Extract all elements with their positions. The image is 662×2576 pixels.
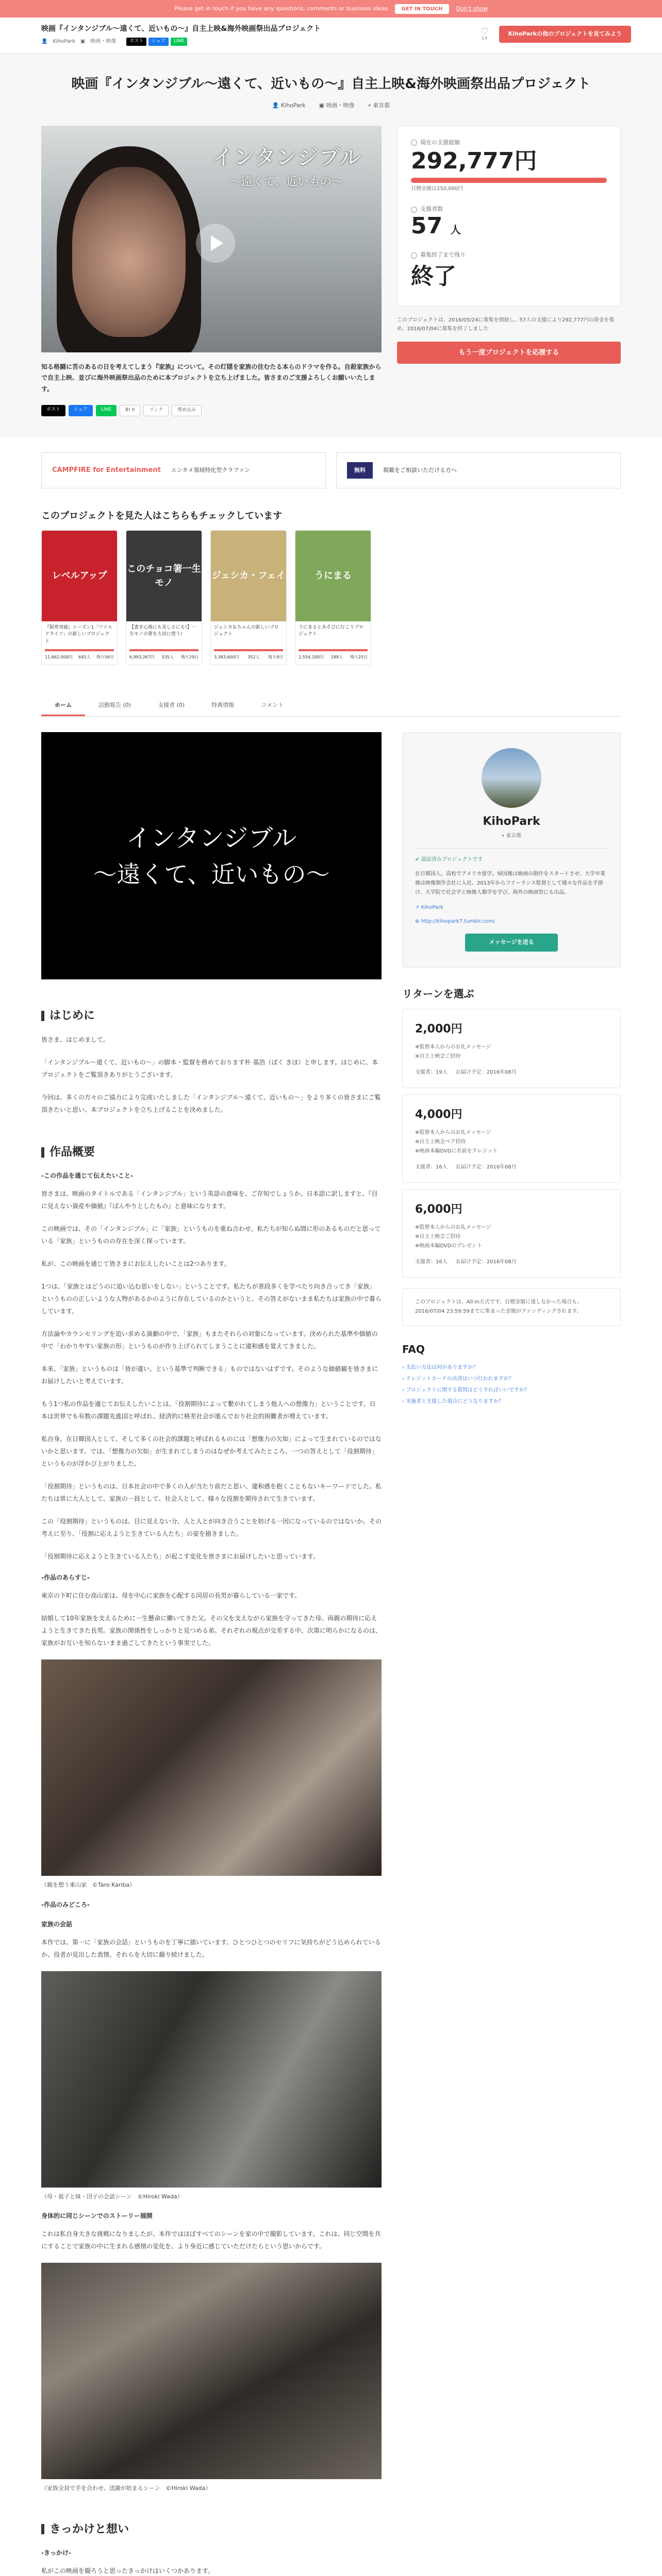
poster-subtitle: 〜遠くて、近いもの〜 bbox=[93, 860, 330, 888]
card-days: 残り29日 bbox=[180, 654, 198, 659]
share-facebook-button[interactable]: シェア bbox=[69, 405, 93, 416]
get-in-touch-button[interactable]: GET IN TOUCH bbox=[395, 4, 449, 14]
card-supporters: 535人 bbox=[161, 654, 174, 659]
paragraph: 本作では、第一に「家族の会話」というものを丁寧に描いています。ひとつひとつのセリフに気持ちがどう込められているか、役者が見出した表情、それらを大切に撮り続けました。 bbox=[41, 1938, 381, 1958]
paragraph: この映画では、その「インタンジブル」に「家族」というものを重ね合わせ、私たちが知らぬ間に形のあるものだと思っている「家族」というものの存在を深く探っています。 bbox=[41, 1225, 381, 1245]
photo-caption: （母・祖子と妹・団子の会話シーン ©Hiroki Wada） bbox=[41, 2193, 183, 2200]
hero-category-link[interactable]: ▣ 映画・映像 bbox=[319, 102, 355, 109]
faq-link[interactable]: › クレジットカードの決済はいつ行われますか？ bbox=[402, 1376, 514, 1382]
paragraph: 私がこの映画を撮ろうと思ったきっかけはいくつかあります。 bbox=[41, 2567, 214, 2574]
globe-icon: ⊕ bbox=[415, 919, 421, 925]
paragraph: 今回は、多くの方々のご協力により完成いたしました「インタンジブル〜遠くて、近いもの〜」をより多くの皆さまにご覧頂きたいと思い、本プロジェクトを立ち上げることを決めました。 bbox=[41, 1094, 381, 1114]
section-heading: はじめに bbox=[41, 1007, 382, 1024]
film-still-photo bbox=[41, 2263, 382, 2479]
card-thumbnail: このチョコ箸一生モノ bbox=[126, 531, 202, 621]
paragraph: 私が、この映画を通じて皆さまにお伝えしたいことは2つあります。 bbox=[41, 1260, 230, 1268]
paragraph: 本来、「家族」というものは「皆が違い、という基準で判断できる」ものではないはずです。そのような価値観を皆さまにお届けしたいと考えています。 bbox=[41, 1365, 378, 1385]
video-title-main: インタンジブル bbox=[211, 144, 361, 170]
link-icon: ↗ bbox=[415, 905, 421, 911]
all-in-note: このプロジェクトは、All-in方式です。目標金額に達しなかった場合も、2016/07/04 23:59:59までに集まった金額がファンディングされます。 bbox=[402, 1288, 621, 1326]
card-progress bbox=[299, 649, 368, 651]
return-delivery: お届け予定：2016年08月 bbox=[455, 1164, 517, 1170]
paragraph: もう1つ私の作品を通じてお伝えしたいことは、「役割期待によって繋がれてしまう他人への想像力」ということです。日本は世界でも有数の課題先進国と呼ばれ、経済的に格差社会が進んでおり社会的困難者が増えています。 bbox=[41, 1400, 376, 1420]
subheading: -作品のみどころ- bbox=[41, 1901, 90, 1908]
paragraph: 東京の下町に住む高山家は、母を中心に家族を心配する同居の長男が暮らしている一家です。 bbox=[41, 1592, 301, 1600]
hatena-bookmark-button[interactable]: B! 0 bbox=[120, 405, 140, 416]
card-progress bbox=[45, 649, 114, 651]
card-supporters: 352人 bbox=[247, 654, 260, 659]
ad-row bbox=[0, 437, 662, 504]
paragraph: 1つは、「家族とはどうのに追い込む思いをしない」ということです。私たちが普段多くを学べたり向き合ってき「家族」というものの正しいような人物があるかのように存在しているのかというと、その答えがないまま私たちは家族の中で暮らしています。 bbox=[41, 1283, 382, 1315]
paragraph: 「役割期待に応えようと生きている人たち」が起こす変化を皆さまにお届けしたいと思っています。 bbox=[41, 1553, 320, 1561]
avatar[interactable] bbox=[482, 748, 541, 808]
people-icon bbox=[411, 207, 417, 213]
return-card[interactable] bbox=[402, 1189, 621, 1278]
card-thumbnail: ジェシカ・フェイ bbox=[211, 531, 286, 621]
return-price: 6,000円 bbox=[415, 1202, 462, 1216]
ended-status: 終了 bbox=[411, 263, 456, 290]
page-title: 映画『インタンジブル〜遠くて、近いもの〜』自主上映&海外映画祭出品プロジェクト bbox=[71, 76, 591, 92]
return-price: 4,000円 bbox=[415, 1108, 462, 1121]
project-video[interactable] bbox=[41, 126, 382, 352]
subheading: -きっかけ- bbox=[41, 2549, 71, 2556]
topbar-share-line-button[interactable]: LINE bbox=[171, 38, 187, 46]
supporters-label: 支援者数 bbox=[420, 206, 443, 213]
return-card[interactable] bbox=[402, 1094, 621, 1183]
paragraph: 結婚して10年家族を支えるために一生懸命に働いてきた父。その父を支えながら家族を守ってきた母。両親の期待に応えようと生きてきた長男。家族の関係性をしっかりと見つめる弟。それぞれの視点が交差する中、次第に明らかになるのは、家族がお互いを知らないまま過ごしてきたという事実でした。 bbox=[41, 1615, 382, 1647]
subheading: 家族の会話 bbox=[41, 1920, 73, 1928]
topbar-share-facebook-button[interactable]: シェア bbox=[148, 38, 169, 46]
heart-icon: ♡ bbox=[480, 26, 489, 37]
hero-owner-link[interactable]: 👤 KihoPark bbox=[272, 102, 306, 109]
poster-image bbox=[41, 732, 382, 979]
section-heading: 作品概要 bbox=[41, 1144, 382, 1161]
dont-show-link[interactable]: Don't show bbox=[456, 5, 488, 12]
topbar-category-link[interactable]: 映画・映像 bbox=[90, 39, 117, 45]
return-supporters: 支援者：19人 bbox=[415, 1069, 448, 1075]
paragraph: これは私自身大きな挑戦になりましたが、本作ではほぼすべてのシーンを家の中で撮影しています。これは、同じ空間を共にすることで家族の中に生まれる感情の変化を、より身近に感じていただけたらという思いからです。 bbox=[41, 2230, 381, 2250]
progress-fill bbox=[411, 178, 607, 183]
section-heading: きっかけと想い bbox=[41, 2521, 382, 2538]
send-message-button[interactable]: メッセージを送る bbox=[465, 934, 558, 952]
card-thumbnail: レベルアップ bbox=[42, 531, 117, 621]
amount-raised: 292,777円 bbox=[411, 148, 537, 174]
project-story bbox=[41, 732, 382, 2576]
card-title: 『限界突破』シーズン1「ワイルドライフ」の新しいプロジェクト bbox=[45, 624, 113, 644]
tab-rewards[interactable]: 特典情報 bbox=[211, 701, 235, 708]
sidebar bbox=[402, 732, 621, 2576]
project-tabs bbox=[41, 696, 621, 717]
card-supporters: 189人 bbox=[330, 654, 343, 659]
ad-left-text: エンタメ領域特化型クラファン bbox=[171, 466, 251, 473]
share-x-button[interactable]: ポスト bbox=[41, 405, 65, 416]
project-summary: 知る格闘に苦のあるの日を考えてしまう『家族』について。その灯隠を家族の住むたる本らのドラマを作る。自殺家族からで自主上映、並びに海外映画祭出品のために本プロジェクトを立ち上げました。皆さまのご支援よろしくお願いいたします。 bbox=[41, 363, 382, 393]
return-description: ※監督本人からのお礼メッセージ ※自主上映会ご招待 bbox=[415, 1044, 491, 1059]
card-amount: 11,662,000円 bbox=[45, 654, 73, 659]
film-still-photo bbox=[41, 1971, 382, 2188]
recommend-card[interactable] bbox=[41, 530, 118, 665]
paragraph: 皆さまは、映画のタイトルである「インタンジブル」という英語の意味を、ご存知でしょうか。日本語に訳しますと、『目に見えない資産や価値』『ばんやりとしたもの』と意味になります。 bbox=[41, 1190, 378, 1210]
card-amount: 3,383,600円 bbox=[214, 654, 239, 659]
faq-link[interactable]: › 支払い方法は何がありますか？ bbox=[402, 1364, 478, 1370]
recommend-card[interactable] bbox=[210, 530, 287, 665]
category-icon: ▣ bbox=[80, 39, 86, 45]
amount-label: 現在の支援総額 bbox=[420, 139, 460, 146]
subheading: -作品のあらすじ- bbox=[41, 1574, 90, 1582]
video-title-sub: 〜遠くて、近いもの〜 bbox=[229, 175, 343, 189]
hero-location: ⌖ 東京都 bbox=[368, 102, 390, 109]
returns-heading: リターンを選ぶ bbox=[402, 987, 474, 1000]
faq-heading: FAQ bbox=[402, 1343, 425, 1355]
card-progress bbox=[214, 649, 283, 651]
favorite-count: 14 bbox=[481, 36, 488, 41]
tab-home[interactable]: ホーム bbox=[41, 696, 85, 717]
paragraph: 「インタンジブル〜遠くて、近いもの〜」の脚本・監督を務めております朴 基浩（ぱく きほ）と申します。はじめに、本プロジェクトをご覧頂きありがとうございます。 bbox=[41, 1059, 378, 1079]
paragraph: 「役割期待」というものは、日本社会の中で多くの人が当たり前だと思い、違和感を抱くこともないキーワードでした。私たちは常に大人として、家族の一員として、社会人として、様々な役割を期待されて生きています。 bbox=[41, 1483, 382, 1503]
tab-supporters[interactable]: 支援者 (0) bbox=[158, 701, 185, 708]
photo-caption: （親を想う東山家 ©Taro Kariba） bbox=[41, 1882, 136, 1889]
film-still-photo bbox=[41, 1659, 382, 1876]
ad-free-tag: 無料 bbox=[347, 462, 373, 479]
paragraph: この「役割期待」というものは、目に見えない分、人と人とが向き合うことを妨げる一因になっているのではないか。その考えに至り、「役割に応えようと生きている人たち」の姿を描きました。 bbox=[41, 1518, 382, 1538]
card-days: 残り9日 bbox=[268, 654, 283, 659]
return-supporters: 支援者：16人 bbox=[415, 1259, 448, 1265]
video-thumbnail-face bbox=[72, 167, 186, 337]
paragraph: 私自身、在日韓国人として、そして多くの社会的課題と呼ばれるものには「想像力の欠如」によって生まれているのではないかと思います。では、「想像力の欠如」が生まれてしまうのはなぜか考えてみたところ、一つの答えとして「役割期待」というものが浮かび上がりました。 bbox=[41, 1435, 382, 1468]
card-days: 残り25日 bbox=[350, 654, 368, 659]
poster-title: インタンジブル bbox=[126, 823, 297, 853]
recommend-section bbox=[0, 504, 662, 665]
card-amount: 2,554,100円 bbox=[299, 654, 324, 659]
play-icon[interactable] bbox=[196, 224, 235, 263]
owner-icon: 👤 bbox=[41, 39, 48, 45]
recommend-title: このプロジェクトを見た人はこちらもチェックしています bbox=[41, 510, 283, 521]
recommend-card[interactable] bbox=[295, 530, 371, 665]
card-progress bbox=[129, 649, 198, 651]
remaining-label: 募集終了まで残り bbox=[420, 251, 466, 259]
card-title: ジェシカ＆ちゃんの新しいプロジェクト bbox=[214, 624, 279, 637]
return-description: ※監督本人からのお礼メッセージ ※自主上映会ペア招待 ※映画本編DVDに名前をクレジット bbox=[415, 1129, 498, 1154]
main-area bbox=[0, 717, 662, 2576]
faq-link[interactable]: › 実施者と支援した場合にどうなりますか？ bbox=[402, 1398, 504, 1404]
return-delivery: お届け予定：2016年08月 bbox=[455, 1069, 517, 1075]
notification-banner bbox=[0, 0, 662, 18]
share-row bbox=[41, 405, 382, 416]
subheading: 身体的に同じシーンでのストーリー展開 bbox=[41, 2212, 153, 2220]
hero-body bbox=[0, 126, 662, 437]
money-icon bbox=[411, 140, 417, 146]
topbar-owner-link[interactable]: KihoPark bbox=[53, 39, 75, 45]
card-supporters: 645人 bbox=[78, 654, 91, 659]
return-price: 2,000円 bbox=[415, 1022, 462, 1036]
return-card[interactable] bbox=[402, 1009, 621, 1088]
supporters-count: 57 bbox=[411, 212, 443, 239]
goal-amount: 目標金額は250,000円 bbox=[411, 186, 464, 192]
embed-button[interactable]: 埋め込み bbox=[172, 405, 202, 416]
return-supporters: 支援者：16人 bbox=[415, 1164, 448, 1170]
support-again-button[interactable]: もう一度プロジェクトを応援する bbox=[397, 342, 621, 364]
topbar-cta-button[interactable]: KihoParkの他のプロジェクトを見てみよう bbox=[499, 26, 631, 43]
topbar-share-x-button[interactable]: ポスト bbox=[126, 38, 146, 46]
progress-bar bbox=[411, 178, 607, 183]
supporters-unit: 人 bbox=[450, 223, 461, 236]
tab-reports[interactable]: 活動報告 (0) bbox=[98, 701, 131, 708]
card-amount: 6,993,267円 bbox=[129, 654, 155, 659]
return-description: ※監督本人からのお礼メッセージ ※自主上映会ご招待 ※映画本編DVDのプレゼント bbox=[415, 1224, 491, 1249]
tab-comments[interactable]: コメント bbox=[261, 701, 284, 708]
banner-text: Please get in touch if you have any questions, comments or business ideas bbox=[174, 5, 388, 12]
card-days: 残り56日 bbox=[96, 654, 114, 659]
project-topbar bbox=[0, 18, 662, 54]
card-title: 【書き心地にも美しさにも!】一生モノの箸を大切に使う! bbox=[129, 624, 196, 637]
profile-link[interactable]: ⊕ http://kihopark7.tumblr.com/ bbox=[415, 919, 495, 925]
funding-stats bbox=[397, 126, 621, 307]
campfire-entertainment-ad[interactable] bbox=[41, 452, 326, 488]
card-title: うにまるとあそびに行こうプロジェクト bbox=[299, 624, 364, 637]
profile-bio: 在日韓国人。高校でアメリカ留学。帰国後は映画の制作をスタートさせ、大学卒業後は映像制作会社に入社。2013年からフリーランス監督として様々な作品を手掛け、大学院で社会学と映像人類学を学び、海外の映画祭にも出品。 bbox=[415, 871, 605, 896]
listing-consult-ad[interactable] bbox=[336, 452, 621, 488]
clock-icon bbox=[411, 252, 417, 259]
recommend-card[interactable] bbox=[126, 530, 202, 665]
topbar-title: 映画『インタンジブル〜遠くて、近いもの〜』自主上映&海外映画祭出品プロジェクト bbox=[41, 25, 321, 33]
paragraph: 方法論やカウンセリングを追い求める演劇の中で、「家族」もまたそれらの対象になっています。決められた基準や価値の中で「わかりやすい家族の形」というものが作り上げられてしまうことに違和感を覚えてきました。 bbox=[41, 1330, 378, 1350]
profile-link[interactable]: ↗ KihoPark bbox=[415, 905, 443, 911]
photo-caption: （家族全員で手を合わせ、送謝が始まるシーン ©Hiroki Wada） bbox=[41, 2485, 211, 2492]
favorite-button[interactable] bbox=[480, 27, 488, 41]
card-thumbnail: うにまる bbox=[295, 531, 371, 621]
hero-header bbox=[0, 54, 662, 126]
campfire-logo: CAMPFIRE for Entertainment bbox=[52, 466, 161, 474]
owner-profile bbox=[402, 732, 621, 968]
finished-note: このプロジェクトは、2016/05/24に募集を開始し、57人の支援により292,777円の資金を集め、2016/07/04に募集を終了しました bbox=[397, 317, 615, 332]
profile-location: ⌖ 東京都 bbox=[501, 833, 522, 839]
paragraph: 皆さま、はじめまして。 bbox=[41, 1036, 109, 1044]
profile-name[interactable]: KihoPark bbox=[483, 815, 540, 828]
faq-link[interactable]: › プロジェクトに関する質問はどうすればいいですか？ bbox=[402, 1387, 529, 1393]
return-delivery: お届け予定：2016年08月 bbox=[455, 1259, 517, 1265]
verified-badge: ✔ 認証済みプロジェクトです bbox=[415, 848, 608, 863]
copy-link-button[interactable]: リンク bbox=[143, 405, 169, 416]
share-line-button[interactable]: LINE bbox=[96, 405, 117, 416]
ad-right-text: 掲載をご相談いただける方へ bbox=[383, 466, 457, 473]
subheading: -この作品を通じて伝えたいこと- bbox=[41, 1172, 133, 1180]
